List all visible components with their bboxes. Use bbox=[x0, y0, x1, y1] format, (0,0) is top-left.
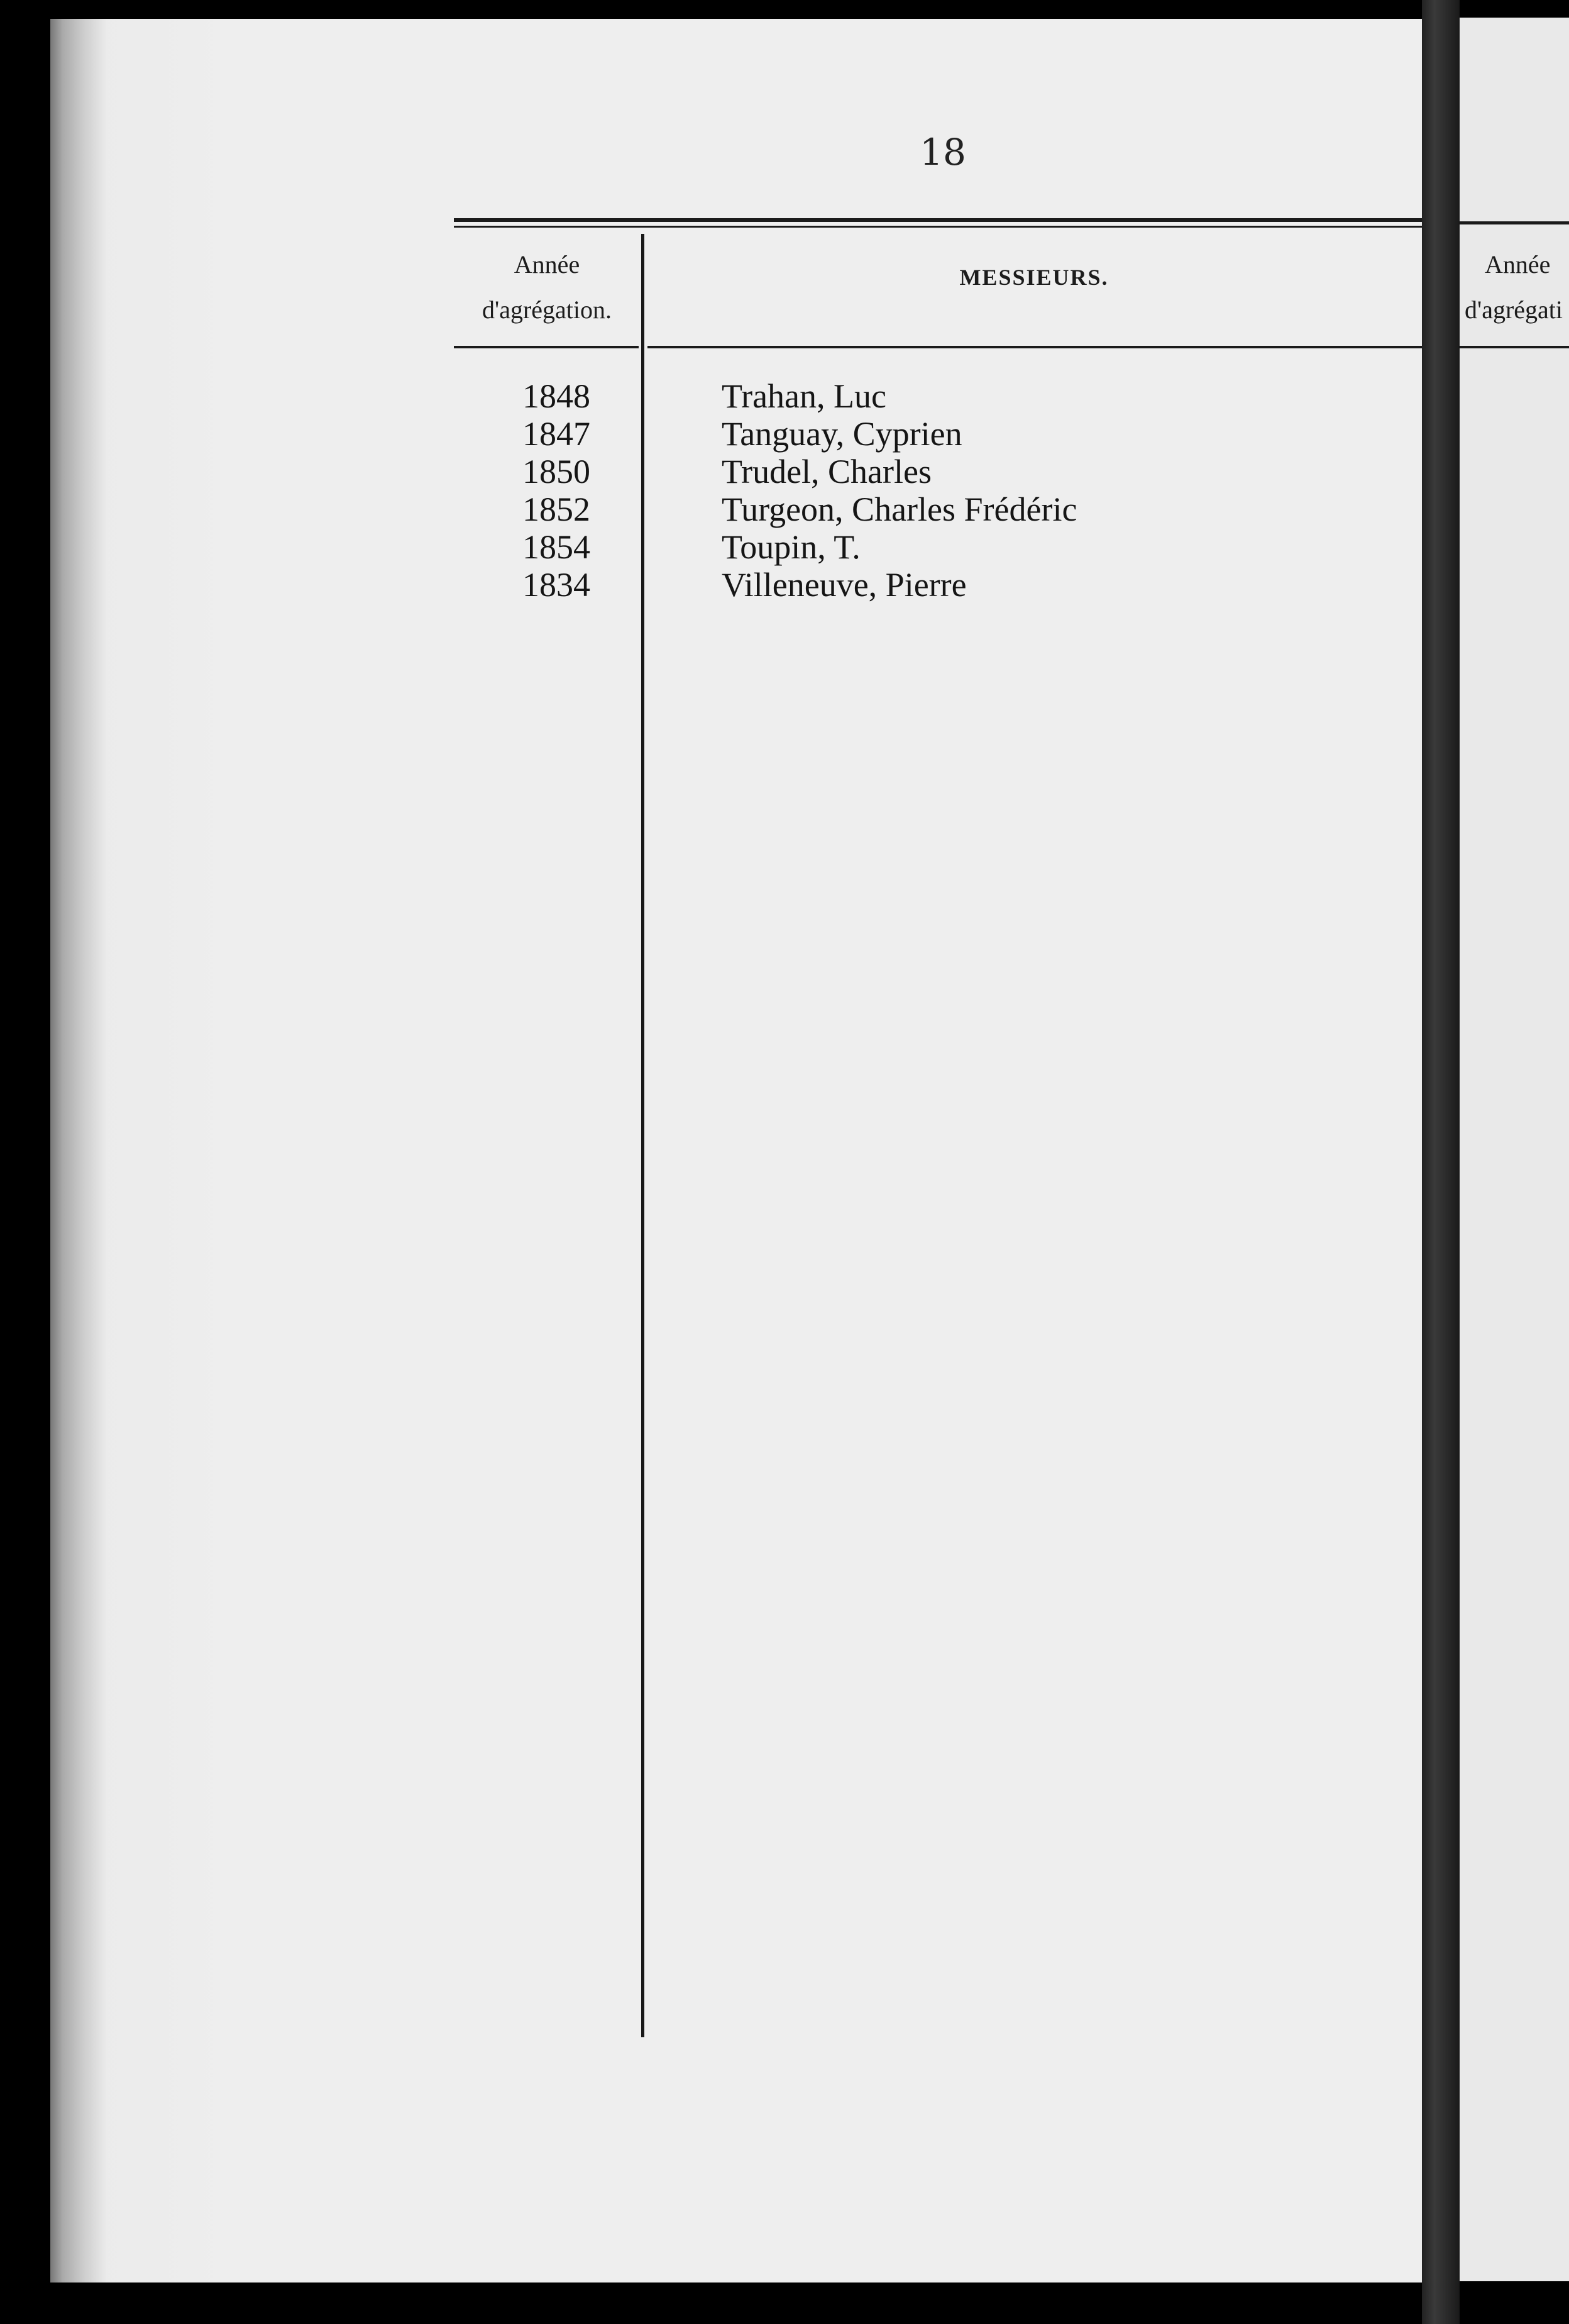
row-year: 1850 bbox=[522, 453, 590, 490]
table-row bbox=[453, 528, 1396, 566]
column-header-year-line2: d'agrégation. bbox=[482, 296, 612, 324]
table-row bbox=[453, 415, 1396, 453]
next-page-header bbox=[1465, 242, 1569, 333]
row-year: 1848 bbox=[522, 377, 590, 415]
row-year: 1852 bbox=[522, 490, 590, 528]
next-page-top-rule bbox=[1460, 221, 1569, 224]
scanned-page bbox=[50, 19, 1424, 2282]
table-body bbox=[453, 377, 1396, 604]
column-header-names: MESSIEURS. bbox=[959, 265, 1109, 290]
row-name: Tanguay, Cyprien bbox=[722, 415, 962, 453]
row-name: Trahan, Luc bbox=[722, 377, 886, 415]
row-name: Villeneuve, Pierre bbox=[722, 566, 967, 604]
row-name: Trudel, Charles bbox=[722, 453, 932, 490]
row-year: 1854 bbox=[522, 528, 590, 566]
column-header-year-line1: Année bbox=[514, 250, 580, 279]
table-row bbox=[453, 377, 1396, 415]
header-bottom-rule-right bbox=[647, 346, 1422, 348]
column-header-year bbox=[453, 242, 641, 333]
next-page-header-line2: d'agrégati bbox=[1465, 296, 1563, 324]
next-page-header-line1: Année bbox=[1485, 250, 1551, 279]
row-name: Turgeon, Charles Frédéric bbox=[722, 490, 1077, 528]
header-bottom-rule-left bbox=[454, 346, 639, 348]
table-top-rule-thick bbox=[454, 218, 1422, 222]
page-fold bbox=[1422, 0, 1460, 2324]
table-row bbox=[453, 566, 1396, 604]
row-year: 1847 bbox=[522, 415, 590, 453]
table-row bbox=[453, 490, 1396, 528]
row-name: Toupin, T. bbox=[722, 528, 861, 566]
adjacent-page bbox=[1460, 18, 1569, 2281]
row-year: 1834 bbox=[522, 566, 590, 604]
next-page-header-rule bbox=[1460, 346, 1569, 348]
table-top-rule-thin bbox=[454, 226, 1422, 228]
page-spine-shadow bbox=[50, 19, 107, 2282]
page-number: 18 bbox=[920, 131, 966, 174]
table-row bbox=[453, 453, 1396, 490]
